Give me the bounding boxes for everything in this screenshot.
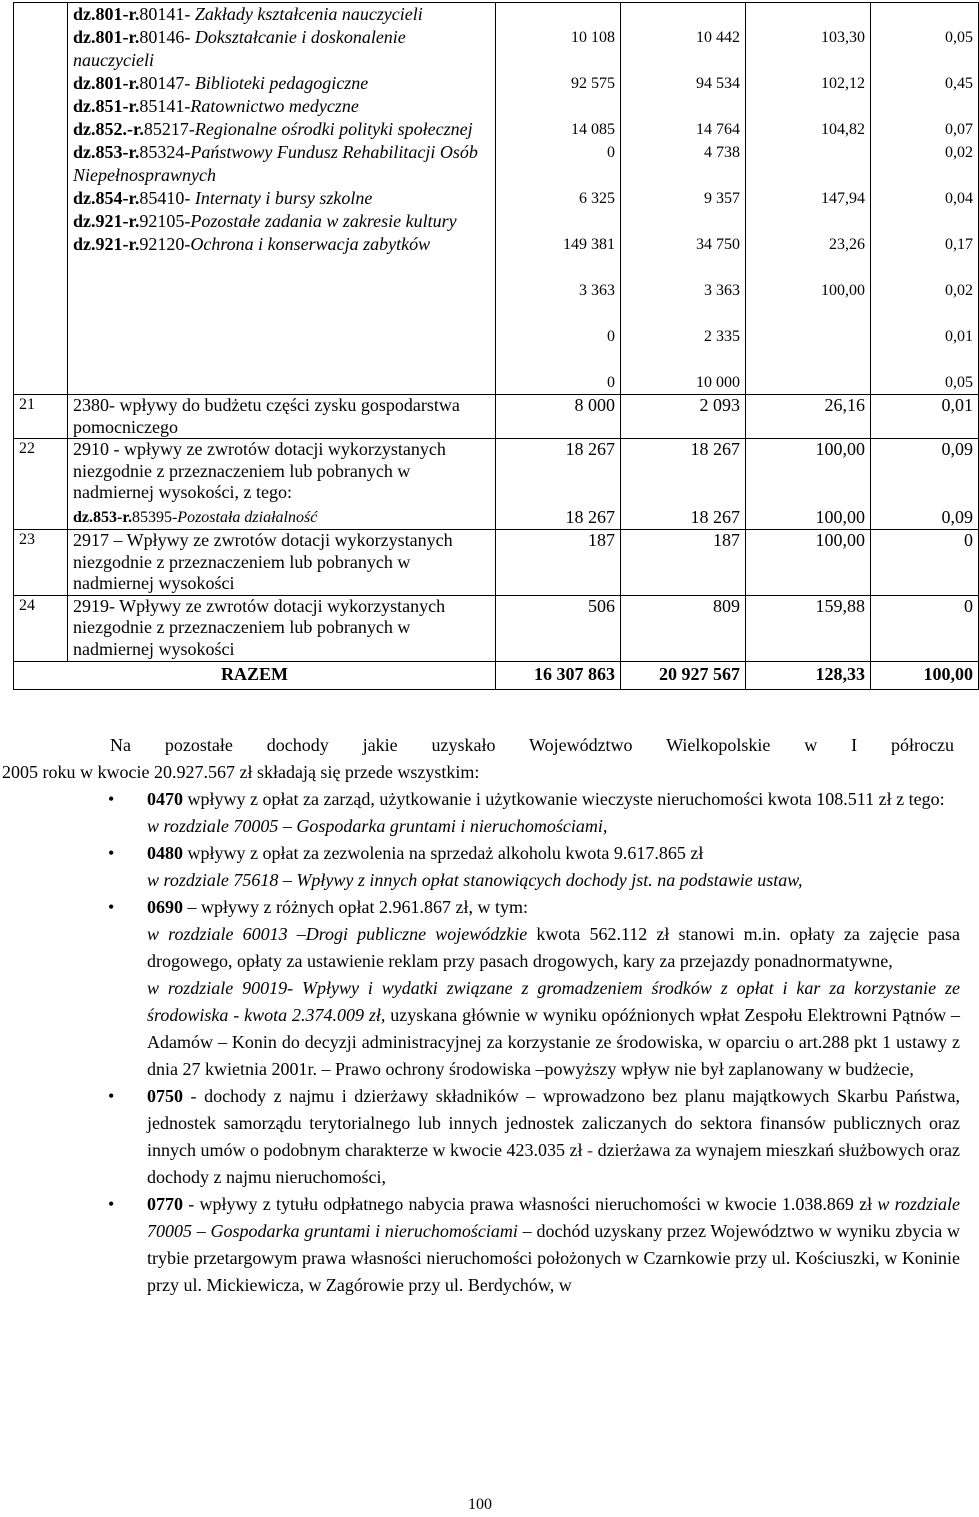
sub-item-value: 0	[607, 328, 615, 345]
list-item-text: 0750 - dochody z najmu i dzierżawy składników – wprowadzono bez planu majątkowych Skarbu Państwa, jednostek samorządu terytorialnego lub innych jednostek zaliczanych do sektora finansów publicznych oraz innych umów o podobnym charakterze w kwocie 423.035 zł - dzierżawa za wynajem mieszkań służbowych oraz dochody z najmu nieruchomości,	[147, 1086, 960, 1187]
bullet-icon: •	[108, 843, 115, 863]
sub-item-value	[751, 141, 865, 164]
row-value-text: 809	[713, 595, 740, 616]
sub-item-description: dz.853-r.85395-Pozostała działalność	[73, 508, 318, 526]
row-value-text: 187	[713, 529, 740, 550]
row-value	[746, 439, 871, 530]
row-value-text: 100,00	[815, 439, 865, 460]
row-number: 23	[14, 529, 68, 595]
row-description	[68, 529, 496, 595]
list-item	[0, 840, 960, 894]
total-value: 16 307 863	[496, 661, 621, 689]
row-value-text: 8 000	[574, 395, 615, 415]
total-row	[14, 661, 979, 689]
row-value	[746, 529, 871, 595]
sub-item-value: 0,02	[945, 144, 973, 161]
row-value-text: 2 093	[699, 395, 740, 415]
row-value	[621, 3, 746, 395]
row-value-text: 0	[964, 529, 973, 550]
sub-item-value: 10 442	[696, 29, 740, 46]
total-value: 20 927 567	[621, 661, 746, 689]
row-description-text: 2910 - wpływy ze zwrotów dotacji wykorzystanych niezgodnie z przeznaczeniem lub pobranych w nadmiernej wysokości, z tego:	[73, 439, 446, 503]
row-value	[621, 395, 746, 439]
table-row	[14, 529, 979, 595]
list-item	[0, 1191, 960, 1299]
sub-item-value: 0,04	[945, 190, 973, 207]
row-value	[871, 439, 979, 530]
row-number: 22	[14, 439, 68, 530]
sub-item-description: dz.921-r.92105-Pozostałe zadania w zakresie kultury	[73, 211, 457, 231]
table-row	[14, 395, 979, 439]
sub-item-value: 14 764	[696, 121, 740, 138]
sub-item-description: dz.801-r.80141- Zakłady kształcenia nauczycieli	[73, 4, 423, 24]
list-item-text: 0480 wpływy z opłat za zezwolenia na sprzedaż alkoholu kwota 9.617.865 zł w rozdziale 75618 – Wpływy z innych opłat stanowiących dochody jst. na podstawie ustaw,	[147, 843, 803, 890]
sub-item-value: 34 750	[696, 236, 740, 253]
bullet-icon: •	[108, 1194, 115, 1214]
prose-section	[0, 732, 960, 1299]
row-value-text: 18 267	[565, 439, 615, 460]
revenue-table	[13, 2, 979, 690]
row-value	[871, 395, 979, 439]
sub-item-value: 9 357	[704, 190, 740, 207]
row-value-text: 0	[964, 595, 973, 616]
sub-item-value: 10 000	[696, 374, 740, 391]
sub-item-value: 4 738	[704, 144, 740, 161]
row-description	[68, 3, 496, 395]
row-value	[496, 439, 621, 530]
row-description	[68, 395, 496, 439]
sub-item-value: 149 381	[563, 236, 615, 253]
sub-item-description: dz.851-r.85141-Ratownictwo medyczne	[73, 96, 359, 116]
sub-item-description: dz.801-r.80146- Dokształcanie i doskonalenie nauczycieli	[73, 27, 406, 70]
intro-line-1: Na pozostałe dochody jakie uzyskało Województwo Wielkopolskie w I półroczu	[110, 735, 954, 755]
list-item-text: 0770 - wpływy z tytułu odpłatnego nabycia prawa własności nieruchomości w kwocie 1.038.869 zł w rozdziale 70005 – Gospodarka gruntami i nieruchomościami – dochód uzyskany przez Województwo w wyniku zbycia w trybie przetargowym prawa własności nieruchomości położonych w Czarnkowie przy ul. Kościuszki, w Koninie przy ul. Mickiewicza, w Zagórowie przy ul. Berdychów, w	[147, 1194, 961, 1295]
row-value-text: 0,01	[941, 395, 973, 415]
sub-item-value: 92 575	[571, 75, 615, 92]
sub-item-value: 0,02	[945, 282, 973, 299]
revenue-items-list	[0, 786, 960, 1299]
sub-item-value: 10 108	[571, 29, 615, 46]
table-row	[14, 439, 979, 530]
sub-item-value: 6 325	[579, 190, 615, 207]
table-row	[14, 3, 979, 395]
page-number: 100	[468, 1496, 492, 1513]
sub-item-value: 0	[607, 374, 615, 391]
sub-item-value: 14 085	[571, 121, 615, 138]
sub-item-value: 0,09	[941, 507, 973, 528]
list-item	[0, 786, 960, 840]
sub-item-value: 0,01	[945, 328, 973, 345]
sub-item-value: 102,12	[821, 75, 865, 92]
total-label: RAZEM	[14, 661, 496, 689]
row-value-text: 159,88	[815, 595, 865, 616]
row-value	[496, 3, 621, 395]
row-description-text: 2380- wpływy do budżetu części zysku gospodarstwa pomocniczego	[73, 395, 460, 437]
row-value	[746, 395, 871, 439]
row-value	[871, 3, 979, 395]
sub-item-value: 0	[607, 144, 615, 161]
row-value-text: 26,16	[824, 395, 865, 415]
list-item	[0, 1083, 960, 1191]
table-row	[14, 595, 979, 661]
row-value	[871, 595, 979, 661]
sub-item-value: 0,07	[945, 121, 973, 138]
bullet-icon: •	[108, 1086, 115, 1106]
sub-item-description: dz.853-r.85324-Państwowy Fundusz Rehabilitacji Osób Niepełnosprawnych	[73, 142, 478, 185]
sub-item-value: 94 534	[696, 75, 740, 92]
row-value	[496, 595, 621, 661]
sub-item-value: 0,17	[945, 236, 973, 253]
row-value	[621, 439, 746, 530]
row-description-text: 2917 – Wpływy ze zwrotów dotacji wykorzystanych niezgodnie z przeznaczeniem lub pobranych w nadmiernej wysokości	[73, 529, 453, 594]
sub-item-value: 2 335	[704, 328, 740, 345]
sub-item-value: 0,05	[945, 29, 973, 46]
sub-item-value: 147,94	[821, 190, 865, 207]
sub-item-value	[751, 348, 865, 394]
row-value	[621, 595, 746, 661]
list-item-text: 0470 wpływy z opłat za zarząd, użytkowanie i użytkowanie wieczyste nieruchomości kwota 108.511 zł z tego: w rozdziale 70005 – Gospodarka gruntami i nieruchomościami,	[147, 789, 945, 836]
list-item-text: 0690 – wpływy z różnych opłat 2.961.867 zł, w tym: w rozdziale 60013 –Drogi publiczne wojewódzkie kwota 562.112 zł stanowi m.in. opłaty za zajęcie pasa drogowego, opłaty za ustawienie reklam przy pasach drogowych, kary za przejazdy ponadnormatywne, w rozdziale 90019- Wpływy i wydatki związane z gromadzeniem środków z opłat i kar za korzystanie ze środowiska - kwota 2.374.009 zł, uzyskana głównie w wyniku opóźnionych wpłat Zespołu Elektrowni Pątnów – Adamów – Konin do decyzji administracyjnej za korzystanie ze środowiska, w oparciu o art.288 pkt 1 ustawy z dnia 27 kwietnia 2001r. – Prawo ochrony środowiska –powyższy wpływ nie był zaplanowany w budżecie,	[147, 897, 960, 1079]
sub-item-value: 100,00	[815, 507, 865, 528]
row-number: 21	[14, 395, 68, 439]
sub-item-description: dz.852.-r.85217-Regionalne ośrodki polityki społecznej	[73, 119, 473, 139]
row-description	[68, 439, 496, 530]
sub-item-value: 100,00	[821, 282, 865, 299]
sub-item-value: 103,30	[821, 29, 865, 46]
row-value	[496, 395, 621, 439]
row-value-text: 506	[588, 595, 615, 616]
total-value: 128,33	[746, 661, 871, 689]
row-value-text: 18 267	[690, 439, 740, 460]
sub-item-value	[751, 302, 865, 348]
row-value-text: 100,00	[815, 529, 865, 550]
row-description-text: 2919- Wpływy ze zwrotów dotacji wykorzystanych niezgodnie z przeznaczeniem lub pobranych w nadmiernej wysokości	[73, 595, 446, 659]
intro-line-2: 2005 roku w kwocie 20.927.567 zł składają się przede wszystkim:	[2, 762, 480, 782]
sub-item-value: 18 267	[565, 507, 615, 528]
sub-item-value: 0,45	[945, 75, 973, 92]
sub-item-value: 104,82	[821, 121, 865, 138]
row-number	[14, 3, 68, 395]
sub-item-description: dz.921-r.92120-Ochrona i konserwacja zabytków	[73, 234, 431, 254]
row-value	[621, 529, 746, 595]
row-value	[746, 595, 871, 661]
sub-item-description: dz.801-r.80147- Biblioteki pedagogiczne	[73, 73, 369, 93]
sub-item-value: 0,05	[945, 374, 973, 391]
sub-item-description: dz.854-r.85410- Internaty i bursy szkolne	[73, 188, 373, 208]
sub-item-value: 23,26	[829, 236, 865, 253]
bullet-icon: •	[108, 789, 115, 809]
row-value-text: 187	[588, 529, 615, 550]
row-value-text: 0,09	[941, 439, 973, 460]
sub-item-value: 3 363	[579, 282, 615, 299]
list-item	[0, 894, 960, 1083]
row-number: 24	[14, 595, 68, 661]
row-description	[68, 595, 496, 661]
sub-item-value: 3 363	[704, 282, 740, 299]
row-value	[496, 529, 621, 595]
total-value: 100,00	[871, 661, 979, 689]
row-value	[746, 3, 871, 395]
bullet-icon: •	[108, 897, 115, 917]
sub-item-value: 18 267	[690, 507, 740, 528]
row-value	[871, 529, 979, 595]
